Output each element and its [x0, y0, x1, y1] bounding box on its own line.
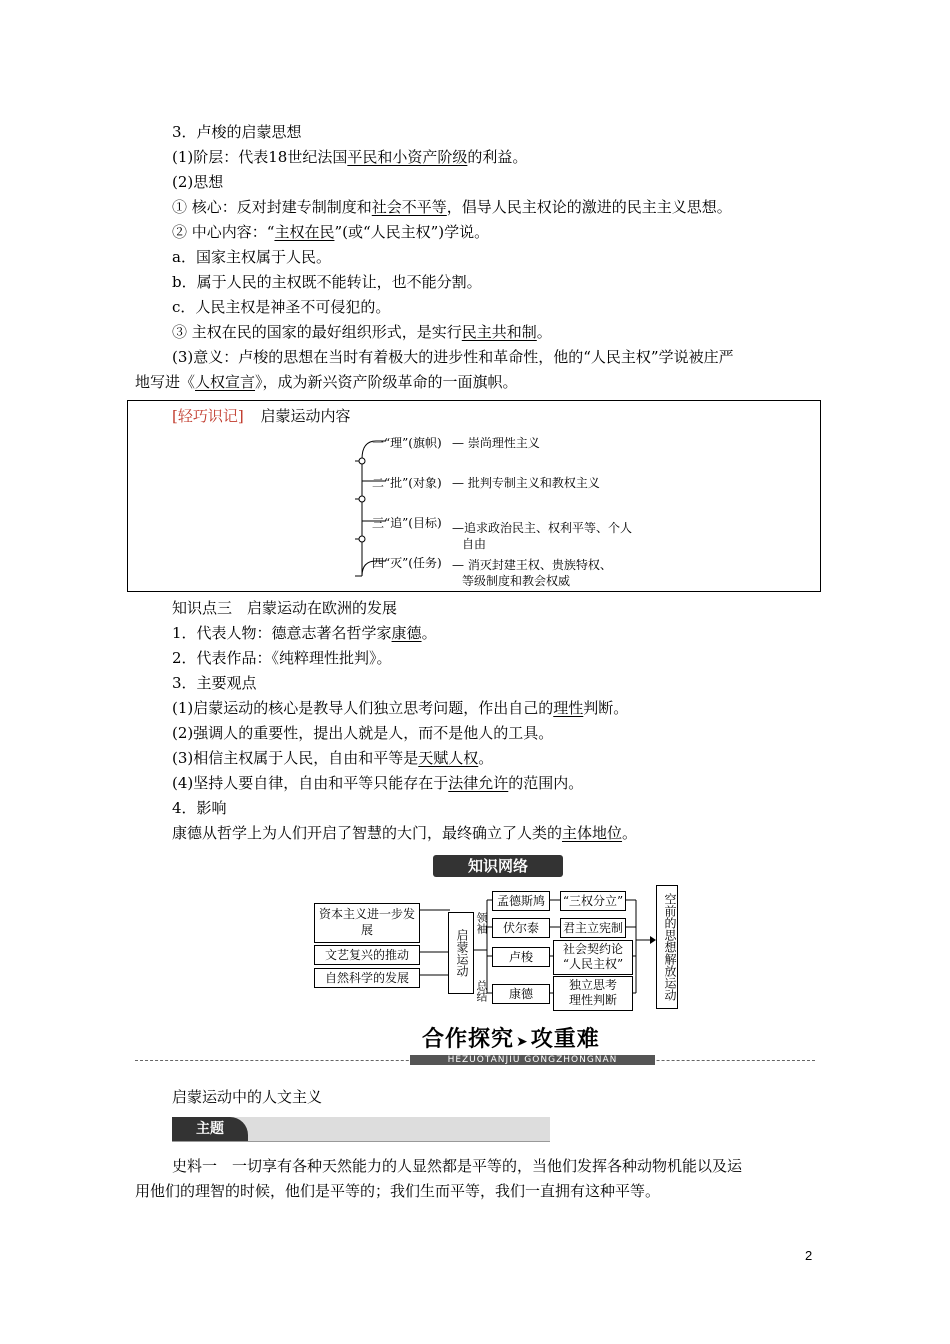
network-idea-contract: 社会契约论 “人民主权” [553, 940, 633, 975]
coop-title-b: 攻重难 [530, 1027, 600, 1052]
network-person-kant: 康德 [492, 984, 550, 1004]
coop-title-a: 合作探究 [422, 1027, 515, 1052]
memo-item-3-key: 三“追”(目标) [372, 516, 442, 530]
section3-heading: 3．卢梭的启蒙思想 [172, 123, 302, 141]
memo-item-2-key: 二“批”(对象) [372, 476, 442, 490]
section3-line5: ③ 主权在民的国家的最好组织形式，是实行民主共和制。 [172, 323, 552, 341]
memo-item-2-val: — 批判专制主义和教权主义 [452, 476, 600, 490]
network-label-leaders: 领袖 [475, 912, 488, 934]
memo-item-3-val1: —追求政治民主、权利平等、个人 [452, 521, 633, 535]
theme-label: 主题 [172, 1117, 248, 1141]
topic-heading: 启蒙运动中的人文主义 [172, 1088, 323, 1106]
kp3-heading: 知识点三 启蒙运动在欧洲的发展 [172, 599, 398, 617]
memo-item-4-key: 四“灭”(任务) [372, 556, 442, 570]
section3-line7: 地写进《人权宣言》，成为新兴资产阶级革命的一面旗帜。 [135, 373, 518, 391]
network-person-rousseau: 卢梭 [492, 947, 550, 967]
network-center-enlightenment: 启蒙运动 [448, 912, 474, 994]
kp3-line6: (3)相信主权属于人民，自由和平等是天赋人权。 [172, 749, 494, 767]
network-left-capitalism: 资本主义进一步发展 [314, 903, 420, 943]
theme-bar [172, 1117, 550, 1142]
coop-banner [410, 1022, 655, 1068]
kp3-line2: 2．代表作品：《纯粹理性批判》。 [172, 649, 392, 667]
arrow-right-icon: ➤ [516, 1034, 529, 1050]
memo-item-4-val1: — 消灭封建王权、贵族特权、 [452, 558, 612, 572]
network-idea-monarchy: 君主立宪制 [560, 918, 626, 938]
kp3-line1: 1．代表人物：德意志著名哲学家康德。 [172, 624, 437, 642]
memo-box [127, 400, 821, 592]
memo-item-1-val: — 崇尚理性主义 [452, 436, 540, 450]
section3-line2: (2)思想 [172, 173, 224, 191]
section3-line-b: b．属于人民的主权既不能转让，也不能分割。 [172, 273, 482, 291]
network-label-summary: 总结 [475, 980, 488, 1002]
memo-tag: [轻巧识记] [172, 407, 244, 425]
memo-item-3-val2: 自由 [462, 537, 487, 551]
kp3-line5: (2)强调人的重要性，提出人就是人，而不是他人的工具。 [172, 724, 554, 742]
kp3-line7: (4)坚持人要自律，自由和平等只能存在于法律允许的范围内。 [172, 774, 584, 792]
network-right-liberation: 空前的思想解放运动 [656, 885, 678, 1009]
kp3-line8: 4．影响 [172, 799, 227, 817]
memo-title: 启蒙运动内容 [260, 407, 351, 425]
kp3-line3: 3．主要观点 [172, 674, 257, 692]
network-left-renaissance: 文艺复兴的推动 [314, 945, 420, 965]
section3-line1: (1)阶层：代表18世纪法国平民和小资产阶级的利益。 [172, 148, 528, 166]
page-number: 2 [805, 1248, 813, 1263]
network-banner: 知识网络 [433, 855, 563, 877]
section3-line6: (3)意义：卢梭的思想在当时有着极大的进步性和革命性，他的“人民主权”学说被庄严 [172, 348, 734, 366]
network-idea-reason: 独立思考 理性判断 [553, 976, 633, 1011]
memo-item-1-key: 一“理”(旗帜) [372, 436, 442, 450]
coop-subtitle: HEZUOTANJIU GONGZHONGNAN [410, 1055, 655, 1065]
memo-item-4-val2: 等级制度和教会权威 [462, 574, 571, 588]
topic-para-line1: 史料一 一切享有各种天然能力的人显然都是平等的，当他们发挥各种动物机能以及运 [172, 1157, 743, 1175]
section3-line-c: c．人民主权是神圣不可侵犯的。 [172, 298, 391, 316]
network-idea-separation: “三权分立” [560, 891, 626, 911]
topic-para-line2: 用他们的理智的时候，他们是平等的；我们生而平等，我们一直拥有这种平等。 [135, 1182, 661, 1200]
network-left-science: 自然科学的发展 [314, 968, 420, 988]
kp3-line4: (1)启蒙运动的核心是教导人们独立思考问题，作出自己的理性判断。 [172, 699, 629, 717]
network-person-montesquieu: 孟德斯鸠 [492, 891, 550, 911]
network-person-voltaire: 伏尔泰 [492, 918, 550, 938]
section3-line4: ② 中心内容：“主权在民”(或“人民主权”)学说。 [172, 223, 490, 241]
section3-line3: ① 核心：反对封建专制制度和社会不平等，倡导人民主权论的激进的民主主义思想。 [172, 198, 732, 216]
section3-line-a: a．国家主权属于人民。 [172, 248, 331, 266]
kp3-line9: 康德从哲学上为人们开启了智慧的大门，最终确立了人类的主体地位。 [172, 824, 638, 842]
